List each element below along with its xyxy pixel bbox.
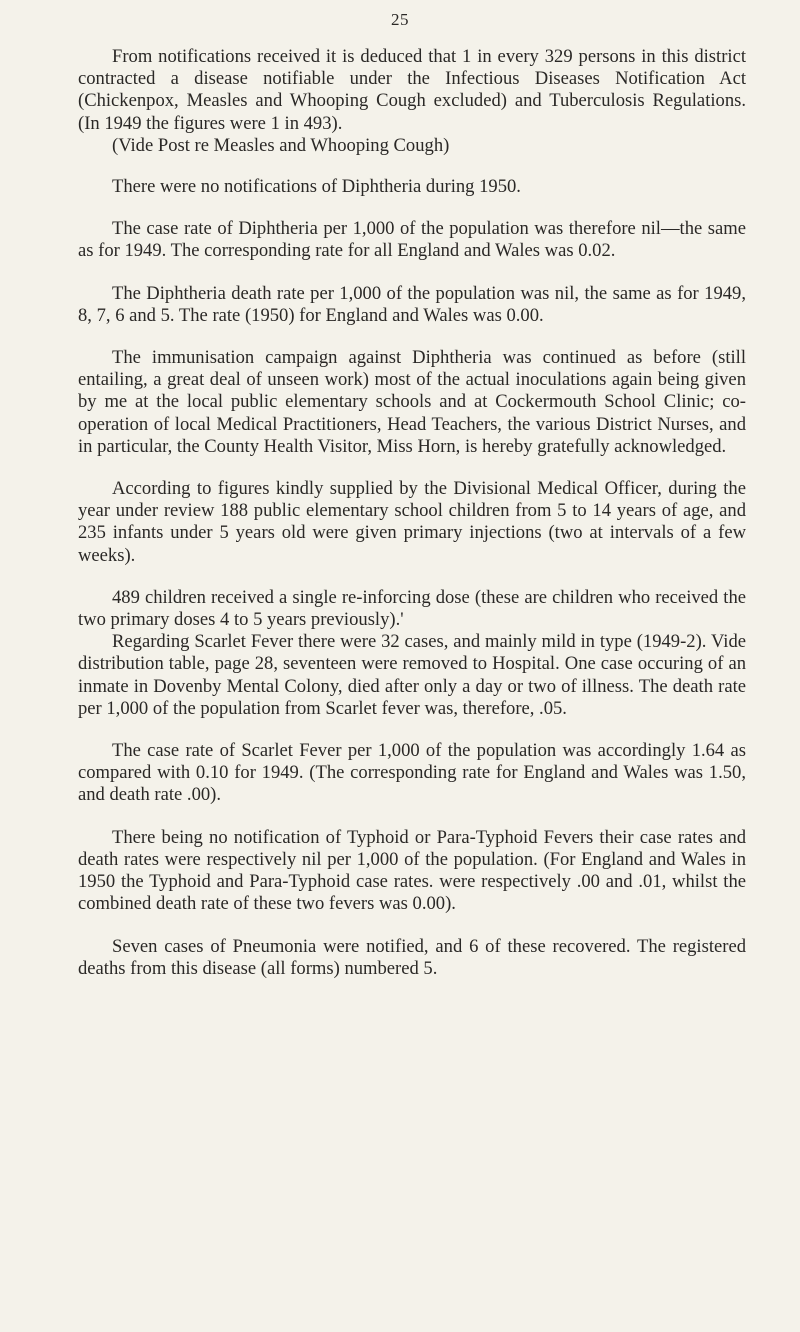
paragraph-immunisation-campaign: The immunisation campaign against Diphtheria was continued as before (still entailing, a great deal of unseen work) most of the actual inoculations again being given by me at the local public elementary schools and at Cockermouth School Clinic; co-operation of local Medical Practitioners, Head Teachers, the various District Nurses, and in particular, the County Health Visitor, Miss Horn, is hereby gratefully acknowledged. bbox=[78, 347, 746, 457]
paragraph-primary-injections: According to figures kindly supplied by the Divisional Medical Officer, during the year under review 188 public elementary school children from 5 to 14 years of age, and 235 infants under 5 years old were given primary injections (two at intervals of a few weeks). bbox=[78, 478, 746, 566]
report-body bbox=[78, 46, 746, 1000]
paragraph-scarlet-fever-rate: The case rate of Scarlet Fever per 1,000 of the population was accordingly 1.64 as compared with 0.10 for 1949. (The corresponding rate for England and Wales was 1.50, and death rate .00). bbox=[78, 740, 746, 806]
paragraph-diphtheria-notifications: There were no notifications of Diphtheria during 1950. bbox=[112, 176, 521, 198]
paragraph-diphtheria-case-rate: The case rate of Diphtheria per 1,000 of the population was therefore nil—the same as for 1949. The corresponding rate for all England and Wales was 0.02. bbox=[78, 218, 746, 262]
paragraph-text: From notifications received it is deduced that 1 in every 329 persons in this district contracted a disease notifiable under the Infectious Diseases Notification Act (Chickenpox, Measles and Whooping Cough excluded) and Tuberculosis Regulations. (In 1949 the figures were 1 in 493). bbox=[78, 46, 746, 134]
paragraph-diphtheria-death-rate: The Diphtheria death rate per 1,000 of the population was nil, the same as for 1949, 8, 7, 6 and 5. The rate (1950) for England and Wales was 0.00. bbox=[78, 282, 746, 326]
paragraph-typhoid-fevers: There being no notification of Typhoid or Para-Typhoid Fevers their case rates and death rates were respectively nil per 1,000 of the population. (For England and Wales in 1950 the Typhoid and Para-Typhoid case rates. were respectively .00 and .01, whilst the combined death rate of these two fevers was 0.00). bbox=[78, 826, 746, 915]
paragraph-scarlet-fever-cases: Regarding Scarlet Fever there were 32 cases, and mainly mild in type (1949-2). Vide distribution table, page 28, seventeen were removed to Hospital. One case occuring of an inmate in Dovenby Mental Colony, died after only a day or two of illness. The death rate per 1,000 of the population from Scarlet fever was, therefore, .05. bbox=[78, 631, 746, 719]
vide-note: (Vide Post re Measles and Whooping Cough) bbox=[112, 134, 450, 156]
paragraph-notification-rate bbox=[78, 46, 746, 157]
paragraph-reinforcing-and-scarlet-fever bbox=[78, 587, 746, 720]
page-number: 25 bbox=[391, 10, 409, 29]
paragraph-pneumonia: Seven cases of Pneumonia were notified, and 6 of these recovered. The registered deaths from this disease (all forms) numbered 5. bbox=[78, 935, 746, 979]
paragraph-reinforcing-dose: 489 children received a single re-inforcing dose (these are children who received the two primary doses 4 to 5 years previously).' bbox=[78, 586, 746, 631]
